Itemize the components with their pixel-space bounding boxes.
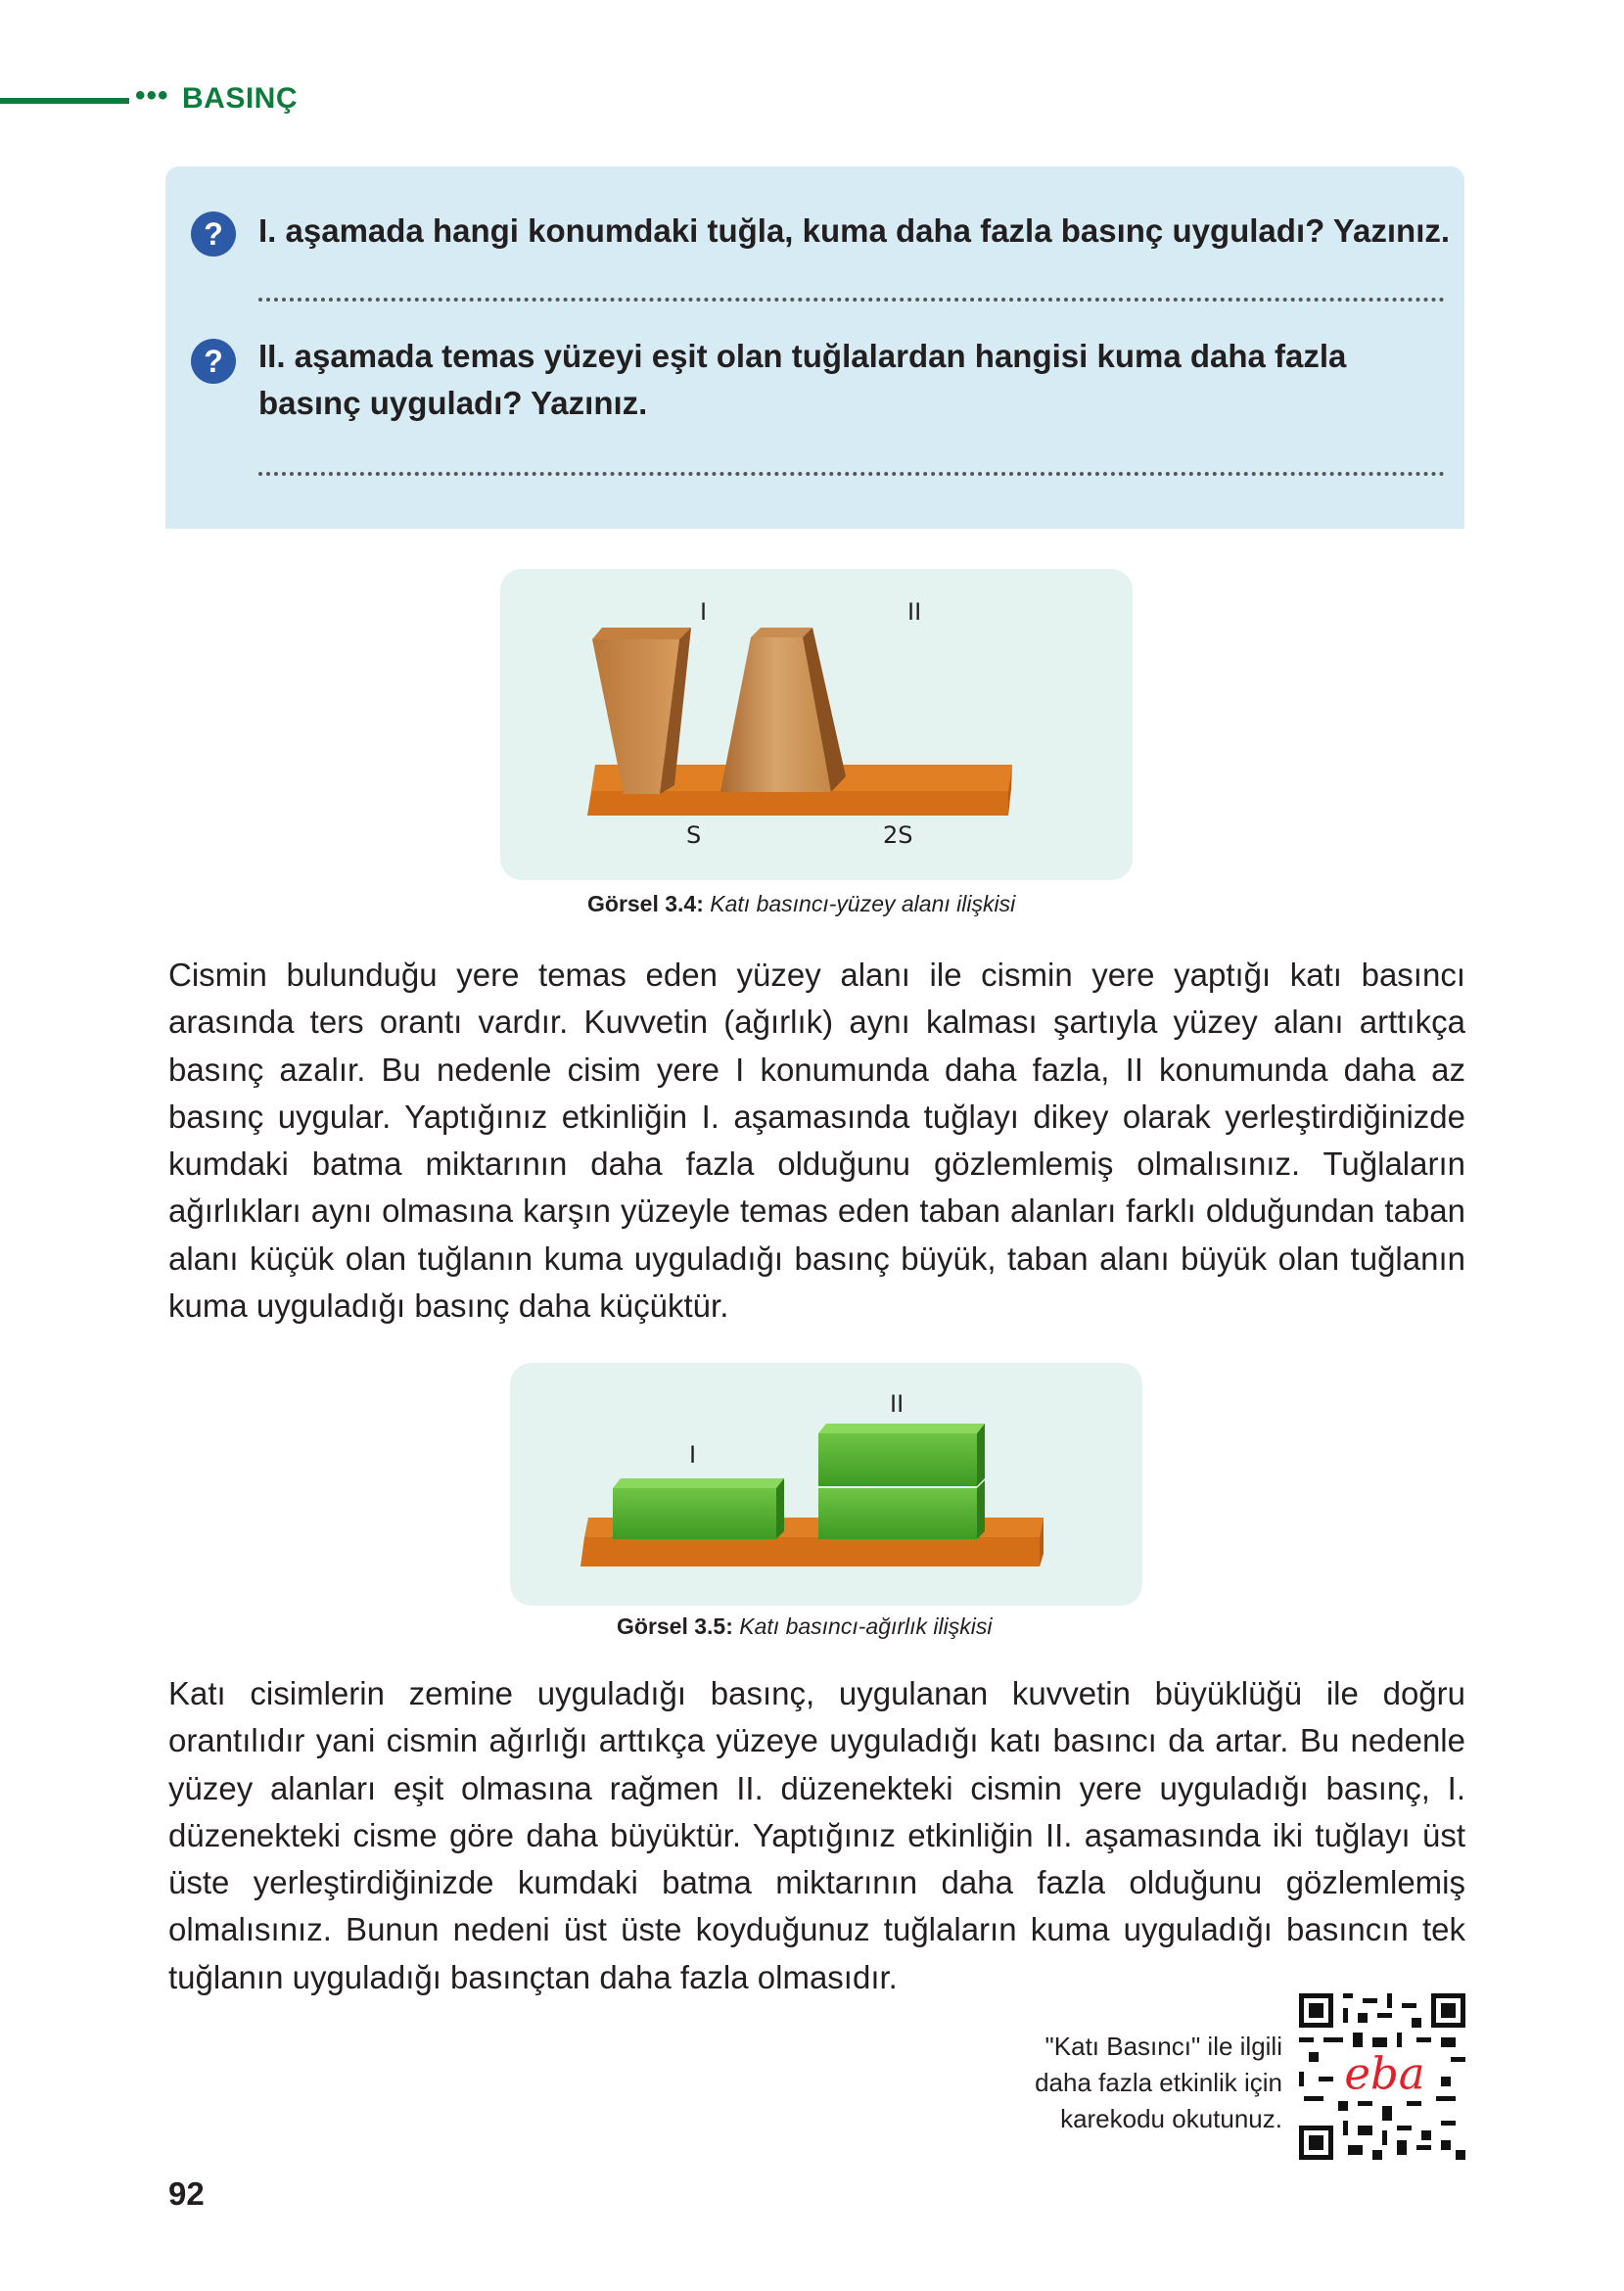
figure-label-ii: II xyxy=(890,1390,905,1418)
brick-area-illustration xyxy=(500,569,1133,880)
brick-weight-illustration xyxy=(510,1363,1142,1606)
header-dots: ••• xyxy=(135,79,169,112)
brick-ii-upper-side xyxy=(977,1424,985,1486)
brick-i-side xyxy=(776,1478,784,1539)
figure-3-4 xyxy=(500,569,1133,880)
header-rule xyxy=(0,98,129,104)
qr-code[interactable] xyxy=(1299,1993,1465,2160)
paragraph-2: Katı cisimlerin zemine uyguladığı basınç, uygulanan kuvvetin büyüklüğü ile doğru orantılıdır yani cismin ağırlığı arttıkça yüzeye uyguladığı katı basıncı da artar. Bu nedenle yüzey alanları eşit olmasına rağmen II. düzenekteki cismin yere uyguladığı basınç, I. düzenekteki cisme göre daha büyüktür. Yaptığınız etkinliğin II. aşamasında iki tuğlayı üst üste yerleştirdiğinizde kumdaki batma miktarının daha fazla olduğunu gözlemlemiş olmalısınız. Bunun nedeni üst üste koyduğunuz tuğlaların kuma uyguladığı basıncın tek tuğlanın uyguladığı basınçtan daha fazla olmasıdır. xyxy=(168,1675,1465,1995)
qr-note-line-2: daha fazla etkinlik için xyxy=(1035,2068,1282,2097)
figure-3-5-caption xyxy=(617,1613,992,1640)
figure-label-ii: II xyxy=(907,598,922,626)
qr-note xyxy=(969,2029,1282,2137)
page-number: 92 xyxy=(168,2175,205,2212)
base-label-s: S xyxy=(686,821,702,849)
brick-i-front xyxy=(613,1488,776,1539)
brick-ii-upper-top xyxy=(818,1424,985,1433)
figure-label-i: I xyxy=(700,598,708,626)
question-icon: ? xyxy=(191,339,236,384)
qr-note-line-1: "Katı Basıncı" ile ilgili xyxy=(1044,2032,1282,2061)
caption-number: Görsel 3.4: xyxy=(587,891,704,916)
brick-ii-lower-side xyxy=(977,1480,985,1539)
caption-text: Katı basıncı-ağırlık ilişkisi xyxy=(739,1613,993,1639)
question-2-text: II. aşamada temas yüzeyi eşit olan tuğlalardan hangisi kuma daha fazla basınç uyguladı? Yazınız. xyxy=(258,338,1347,421)
question-icon: ? xyxy=(191,211,236,257)
brick-ii-upper-front xyxy=(818,1433,977,1486)
base-label-2s: 2S xyxy=(883,821,913,849)
board-front xyxy=(587,791,1008,816)
figure-3-5 xyxy=(510,1363,1142,1606)
caption-text: Katı basıncı-yüzey alanı ilişkisi xyxy=(710,891,1016,916)
answer-line-1[interactable] xyxy=(258,298,1445,302)
caption-number: Görsel 3.5: xyxy=(617,1613,733,1639)
brick-ii-top xyxy=(751,628,812,637)
answer-line-2[interactable] xyxy=(258,472,1445,476)
figure-3-4-caption xyxy=(587,891,1015,917)
brick-i-top xyxy=(613,1478,784,1488)
brick-ii-lower-front xyxy=(818,1488,977,1539)
question-1-text: I. aşamada hangi konumdaki tuğla, kuma daha fazla basınç uyguladı? Yazınız. xyxy=(258,212,1451,249)
question-box xyxy=(165,166,1464,529)
eba-logo: eba xyxy=(1344,2047,1425,2100)
section-title: BASINÇ xyxy=(182,82,299,115)
paragraph-1: Cismin bulunduğu yere temas eden yüzey alanı ile cismin yere yaptığı katı basıncı arasında ters orantı vardır. Kuvvetin (ağırlık) aynı kalması şartıyla yüzey alanı arttıkça basınç azalır. Bu nedenle cisim yere I konumunda daha fazla, II konumunda daha az basınç uygular. Yaptığınız etkinliğin I. aşamasında tuğlayı dikey olarak yerleştirdiğinizde kumdaki batma miktarının daha fazla olduğunu gözlemlemiş olmalısınız. Tuğlaların ağırlıkları aynı olmasına karşın yüzeyle temas eden taban alanları farklı olduğundan taban alanı küçük olan tuğlanın kuma uyguladığı basınç büyük, taban alanı büyük olan tuğlanın kuma uyguladığı basınç daha küçüktür. xyxy=(168,957,1465,1325)
brick-i-top xyxy=(592,628,691,639)
board-front xyxy=(580,1537,1040,1566)
qr-note-line-3: karekodu okutunuz. xyxy=(1060,2104,1282,2133)
figure-label-i: I xyxy=(689,1441,697,1469)
